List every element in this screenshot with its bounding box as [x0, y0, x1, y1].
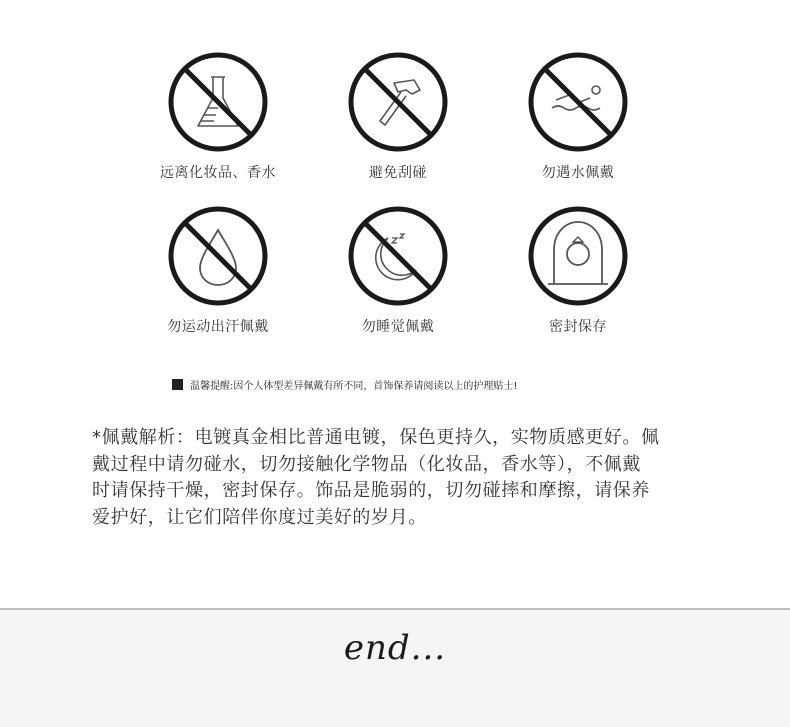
sealed-ring-box-icon — [526, 204, 630, 308]
water-drop-icon — [166, 204, 270, 308]
description-line: 爱护好，让它们陪伴你度过美好的岁月。 — [92, 506, 427, 528]
hammer-icon — [346, 50, 450, 154]
description-line: *佩戴解析：电镀真金相比普通电镀，保色更持久，实物质感更好。佩 — [92, 427, 660, 448]
wearing-description — [92, 425, 742, 531]
swimming-icon — [526, 50, 630, 154]
care-item-sealed — [478, 204, 678, 336]
care-label-cosmetics: 远离化妆品、香水 — [160, 165, 276, 181]
care-item-cosmetics — [118, 50, 318, 182]
care-item-water — [478, 50, 678, 182]
care-label-water: 勿遇水佩戴 — [541, 165, 615, 181]
description-line: 时请保持干燥，密封保存。饰品是脆弱的，切勿碰摔和摩擦，请保养 — [92, 480, 650, 501]
care-icons-grid — [0, 0, 790, 340]
sleeping-moon-icon — [346, 204, 450, 308]
chemical-flask-icon — [166, 50, 270, 154]
care-label-sweat: 勿运动出汗佩戴 — [167, 319, 269, 335]
care-item-sweat — [118, 204, 318, 336]
description-line: 戴过程中请勿碰水，切勿接触化学物品（化妆品，香水等），不佩戴 — [92, 453, 641, 475]
tip-text: 温馨提醒:因个人体型差异佩戴有所不同，首饰保养请阅读以上的护理贴士! — [190, 381, 518, 392]
care-label-scratch: 避免刮碰 — [369, 165, 427, 181]
care-item-sleep — [298, 204, 498, 336]
tip-square-icon — [172, 379, 183, 390]
end-text: end... — [343, 628, 447, 668]
care-tip — [172, 377, 632, 392]
care-label-sealed: 密封保存 — [549, 319, 607, 335]
care-item-scratch — [298, 50, 498, 182]
care-label-sleep: 勿睡觉佩戴 — [361, 319, 435, 335]
